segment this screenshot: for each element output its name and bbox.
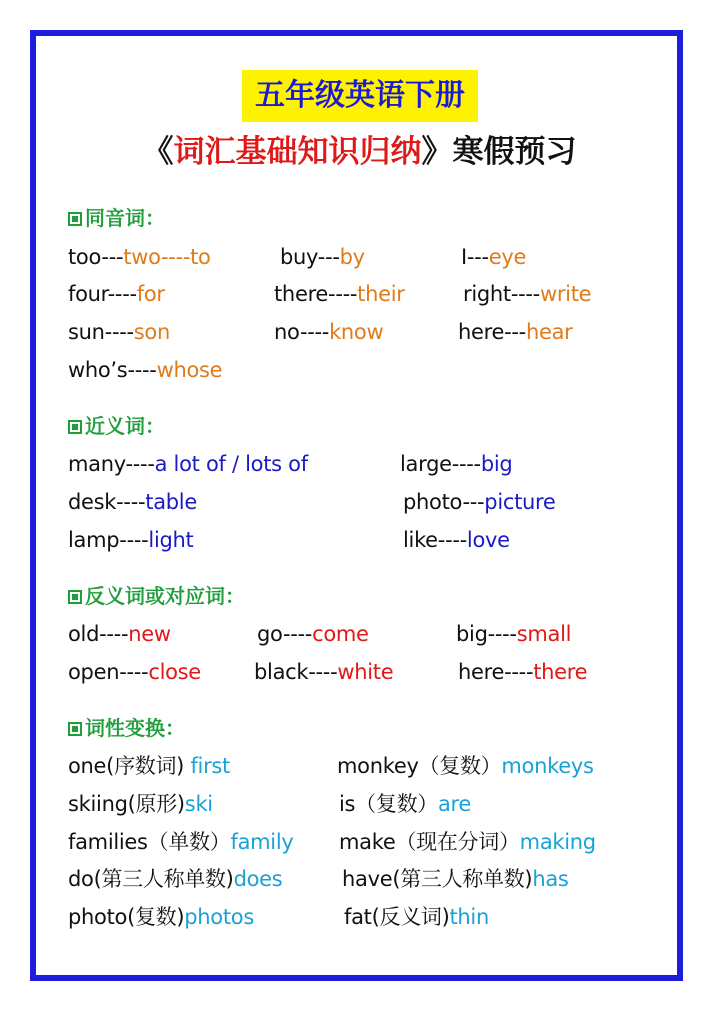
list-item: there----their <box>274 282 405 306</box>
title-close-bracket: 》 <box>421 134 453 170</box>
list-item: photo(复数)photos <box>68 905 254 929</box>
list-item: one(序数词) first <box>68 754 230 778</box>
list-item: black----white <box>254 660 394 684</box>
list-item: lamp----light <box>68 528 194 552</box>
list-item: desk----table <box>68 490 197 514</box>
list-item: large----big <box>400 452 513 476</box>
square-bullet-icon <box>68 722 82 736</box>
list-item: open----close <box>68 660 201 684</box>
title-open-bracket: 《 <box>142 134 174 170</box>
title-grade: 五年级英语下册 <box>242 70 478 122</box>
list-item: photo---picture <box>403 490 556 514</box>
list-item: too---two----to <box>68 245 211 269</box>
list-item: here---hear <box>458 320 573 344</box>
list-item: do(第三人称单数)does <box>68 867 283 891</box>
list-item: fat(反义词)thin <box>344 905 489 929</box>
square-bullet-icon <box>68 420 82 434</box>
section-heading-label: 同音词： <box>85 206 165 230</box>
list-item: is（复数）are <box>339 792 472 816</box>
list-item: families（单数）family <box>68 830 294 854</box>
list-item: monkey（复数）monkeys <box>337 754 594 778</box>
list-item: go----come <box>257 622 369 646</box>
section-heading-label: 反义词或对应词： <box>85 584 245 608</box>
list-item: right----write <box>463 282 592 306</box>
list-item: skiing(原形)ski <box>68 792 213 816</box>
list-item: old----new <box>68 622 171 646</box>
list-item: many----a lot of / lots of <box>68 452 308 476</box>
list-item: no----know <box>274 320 384 344</box>
title-subtitle <box>0 128 719 176</box>
section-heading-label: 词性变换： <box>85 716 185 740</box>
section-antonyms-heading <box>68 583 245 609</box>
list-item: make（现在分词）making <box>339 830 596 854</box>
list-item: have(第三人称单数)has <box>342 867 569 891</box>
list-item: who’s----whose <box>68 358 223 382</box>
section-heading-label: 近义词： <box>85 414 165 438</box>
list-item: sun----son <box>68 320 170 344</box>
section-synonyms-heading <box>68 413 165 439</box>
list-item: big----small <box>456 622 572 646</box>
title-topic: 词汇基础知识归纳 <box>173 134 422 170</box>
list-item: I---eye <box>461 245 527 269</box>
square-bullet-icon <box>68 590 82 604</box>
section-homophones-heading <box>68 205 165 231</box>
list-item: like----love <box>403 528 510 552</box>
list-item: buy---by <box>280 245 365 269</box>
square-bullet-icon <box>68 212 82 226</box>
list-item: four----for <box>68 282 165 306</box>
list-item: here----there <box>458 660 588 684</box>
title-suffix: 寒假预习 <box>452 134 577 170</box>
section-wordforms-heading <box>68 715 185 741</box>
